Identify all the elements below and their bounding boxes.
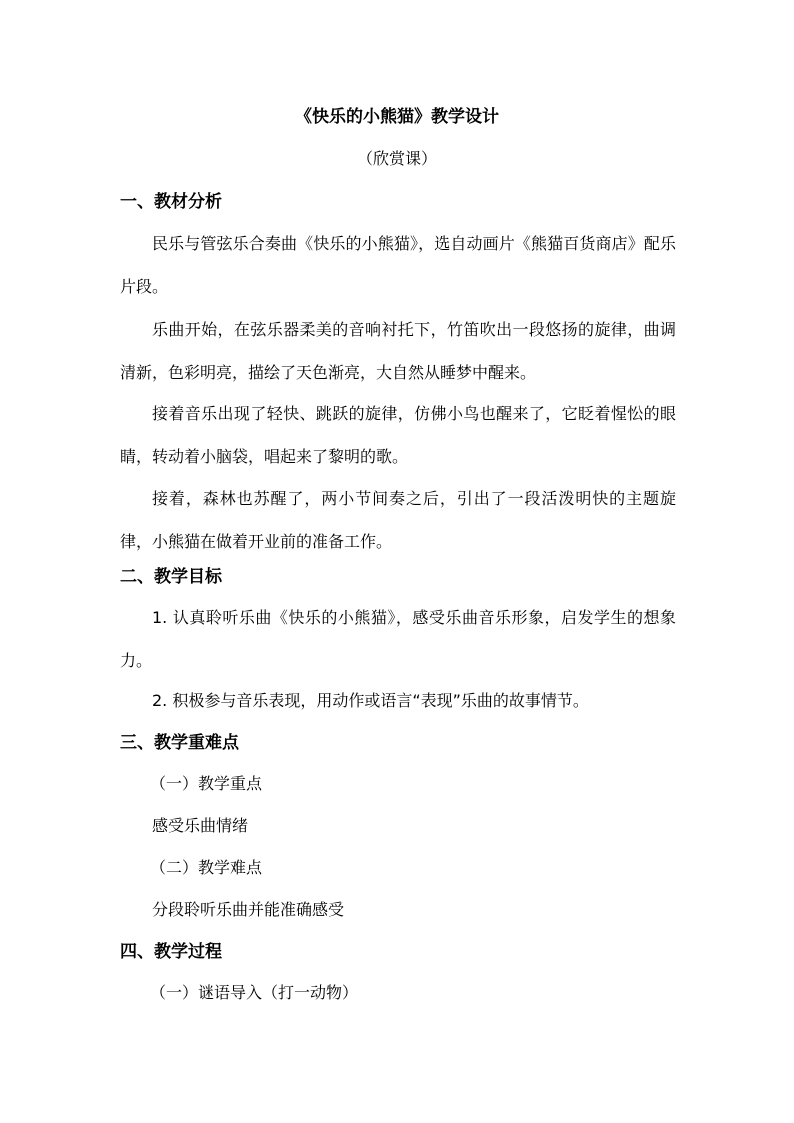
document-subtitle: （欣赏课） <box>356 149 437 168</box>
section-heading-teaching-goals: 二、教学目标 <box>120 567 222 587</box>
section-heading-key-difficult-points: 三、教学重难点 <box>120 733 239 753</box>
subheading-key-points: （一）教学重点 <box>150 774 263 793</box>
text-key-points: 感受乐曲情绪 <box>152 816 249 835</box>
paragraph-goal-1: 1. 认真聆听乐曲《快乐的小熊猫》，感受乐曲音乐形象，启发学生的想象力。 <box>120 608 676 670</box>
paragraph-materials-4: 接着，森林也苏醒了，两小节间奏之后，引出了一段活泼明快的主题旋律，小熊猫在做着开业前的准备工作。 <box>120 489 676 551</box>
section-heading-teaching-process: 四、教学过程 <box>120 942 222 962</box>
subheading-riddle-intro: （一）谜语导入（打一动物） <box>150 983 359 1002</box>
subheading-difficult-points: （二）教学难点 <box>150 858 263 877</box>
paragraph-materials-3: 接着音乐出现了轻快、跳跃的旋律，仿佛小鸟也醒来了，它眨着惺忪的眼睛，转动着小脑袋，唱起来了黎明的歌。 <box>120 404 676 466</box>
paragraph-goal-2: 2. 积极参与音乐表现，用动作或语言“表现”乐曲的故事情节。 <box>152 691 589 710</box>
paragraph-materials-2: 乐曲开始，在弦乐器柔美的音响衬托下，竹笛吹出一段悠扬的旋律，曲调清新，色彩明亮，描绘了天色渐亮，大自然从睡梦中醒来。 <box>120 320 676 382</box>
text-difficult-points: 分段聆听乐曲并能准确感受 <box>152 900 345 919</box>
section-heading-materials-analysis: 一、教材分析 <box>120 192 222 212</box>
document-title: 《快乐的小熊猫》教学设计 <box>295 107 499 127</box>
paragraph-materials-1: 民乐与管弦乐合奏曲《快乐的小熊猫》，选自动画片《熊猫百货商店》配乐片段。 <box>120 234 676 296</box>
